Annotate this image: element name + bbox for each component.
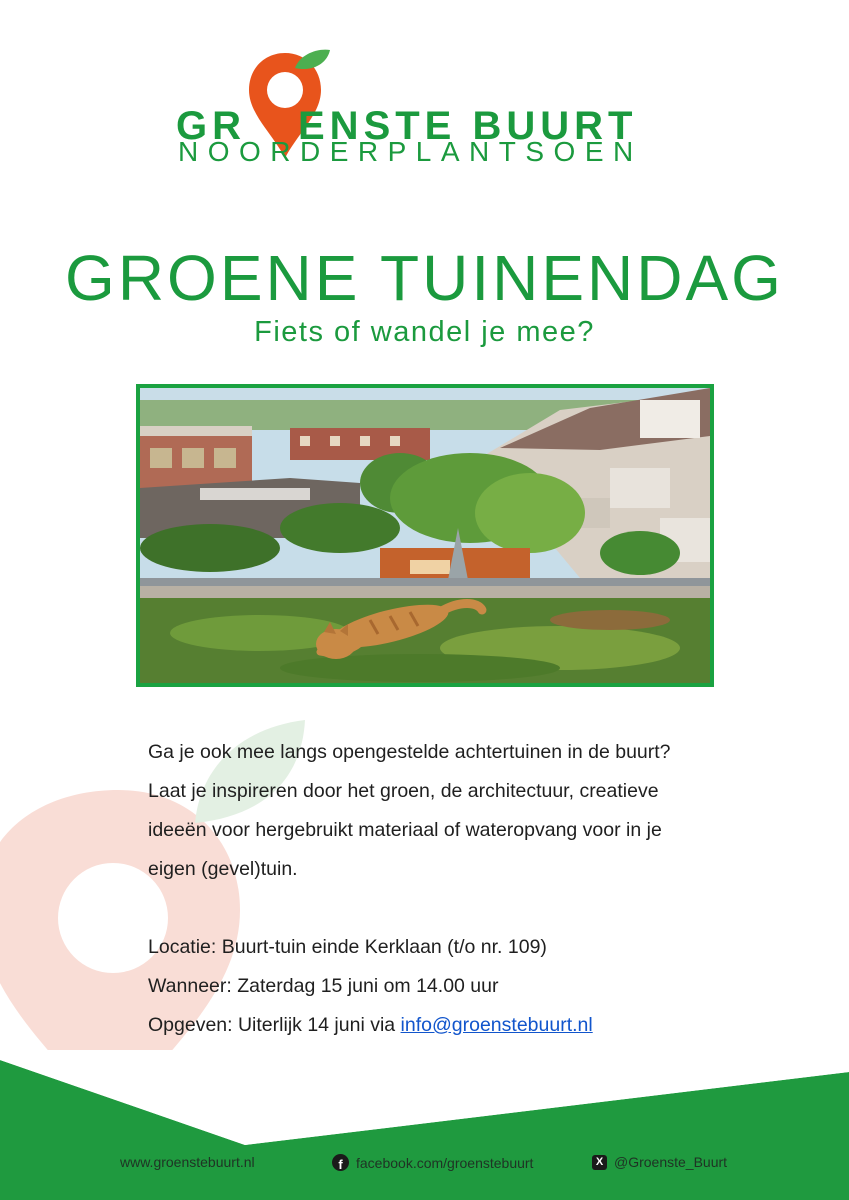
x-icon: X [592,1155,607,1170]
page-subtitle: Fiets of wandel je mee? [254,316,595,348]
signup-line [148,1006,748,1045]
when-line: Wanneer: Zaterdag 15 juni om 14.00 uur [148,975,499,997]
footer-facebook-text: facebook.com/groenstebuurt [356,1154,534,1171]
rooftop-garden-photo [136,384,714,687]
footer-twitter[interactable] [592,1154,727,1170]
footer-website-text: www.groenstebuurt.nl [120,1154,255,1170]
facebook-icon: f [332,1154,349,1171]
location-line: Locatie: Buurt-tuin einde Kerklaan (t/o nr. 109) [148,936,547,958]
footer-website[interactable] [120,1154,255,1170]
footer [0,1050,849,1200]
intro-line: Laat je inspireren door het groen, de architectuur, creatieve [148,780,659,802]
event-description [148,733,748,1045]
photo-illustration [140,388,710,683]
intro-line: ideeën voor hergebruikt materiaal of wateropvang voor in je [148,819,662,841]
logo-subtitle: NOORDERPLANTSOEN [178,136,643,167]
footer-wave [0,1050,849,1200]
logo-text-left: GR [176,104,246,148]
signup-email-link[interactable]: info@groenstebuurt.nl [400,1014,593,1036]
logo-text-right: ENSTE BUURT [298,104,638,148]
brand-logo [170,28,680,178]
page-title: GROENE TUINENDAG [65,242,784,314]
intro-line: Ga je ook mee langs opengestelde achtertuinen in de buurt? [148,741,671,763]
footer-facebook[interactable] [332,1154,533,1171]
intro-line: eigen (gevel)tuin. [148,858,298,880]
signup-prefix: Opgeven: Uiterlijk 14 juni via [148,1014,401,1036]
footer-twitter-text: @Groenste_Buurt [614,1154,728,1170]
